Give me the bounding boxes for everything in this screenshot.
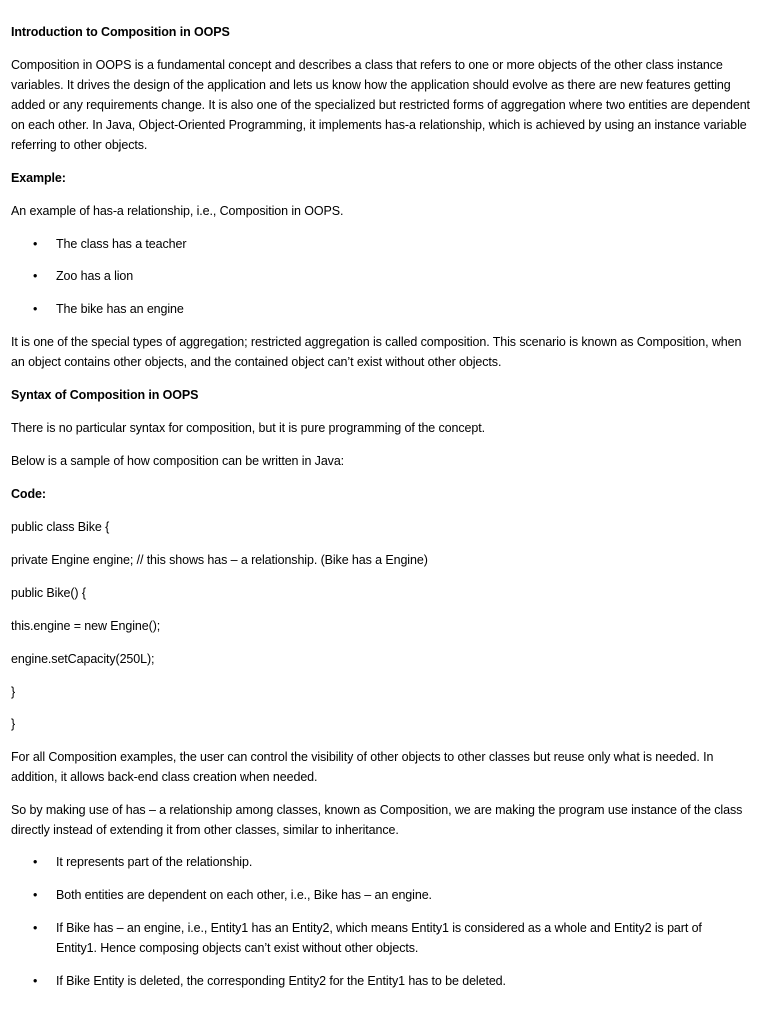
- bullet-icon: •: [33, 974, 38, 988]
- bullet-icon: •: [33, 855, 38, 869]
- bullet-icon: •: [33, 269, 38, 283]
- bullet-text: Both entities are dependent on each other, i.e., Bike has – an engine.: [56, 888, 432, 902]
- hasa-paragraph: So by making use of has – a relationship among classes, known as Composition, we are making the program use instance of the class directly instead of extending it from other classes, similar to inheritance.: [11, 803, 743, 837]
- visibility-paragraph: For all Composition examples, the user can control the visibility of other objects to other classes but reuse only what is needed. In addition, it allows back-end class creation when needed.: [11, 750, 714, 784]
- bullet-icon: •: [33, 921, 38, 935]
- aggregation-paragraph: It is one of the special types of aggregation; restricted aggregation is called composition. This scenario is known as Composition, when an object contains other objects, and the contained object can’t exist without other objects.: [11, 335, 742, 369]
- example-intro-paragraph: An example of has-a relationship, i.e., Composition in OOPS.: [11, 204, 344, 218]
- heading-example: Example:: [11, 171, 66, 185]
- bullet-icon: •: [33, 302, 38, 316]
- heading-code: Code:: [11, 487, 46, 501]
- heading-introduction: Introduction to Composition in OOPS: [11, 25, 230, 39]
- code-line: public Bike() {: [11, 586, 86, 600]
- bullet-text: If Bike Entity is deleted, the corresponding Entity2 for the Entity1 has to be deleted.: [56, 974, 506, 988]
- bullet-text: If Bike has – an engine, i.e., Entity1 has an Entity2, which means Entity1 is considered as a whole and Entity2 is part of Entity1. Hence composing objects can’t exist without other objects.: [56, 921, 702, 955]
- bullet-text: Zoo has a lion: [56, 269, 134, 283]
- code-line: this.engine = new Engine();: [11, 619, 161, 633]
- bullet-icon: •: [33, 237, 38, 251]
- heading-syntax: Syntax of Composition in OOPS: [11, 388, 199, 402]
- code-line: engine.setCapacity(250L);: [11, 652, 155, 666]
- bullet-icon: •: [33, 888, 38, 902]
- code-line: public class Bike {: [11, 520, 110, 534]
- bullet-text: The bike has an engine: [56, 302, 184, 316]
- code-line: }: [11, 685, 16, 699]
- bullet-text: It represents part of the relationship.: [56, 855, 253, 869]
- code-line: private Engine engine; // this shows has – a relationship. (Bike has a Engine): [11, 553, 428, 567]
- bullet-text: The class has a teacher: [56, 237, 187, 251]
- code-line: }: [11, 717, 16, 731]
- syntax-paragraph: There is no particular syntax for composition, but it is pure programming of the concept.: [11, 421, 485, 435]
- sample-paragraph: Below is a sample of how composition can be written in Java:: [11, 454, 345, 468]
- intro-paragraph: Composition in OOPS is a fundamental concept and describes a class that refers to one or more objects of the other class instance variables. It drives the design of the application and lets us know how the application should evolve as there are new features getting added or any requirements change. It is also one of the specialized but restricted forms of aggregation where two entities are dependent on each other. In Java, Object-Oriented Programming, it implements has-a relationship, which is achieved by using an instance variable referring to other objects.: [11, 58, 750, 152]
